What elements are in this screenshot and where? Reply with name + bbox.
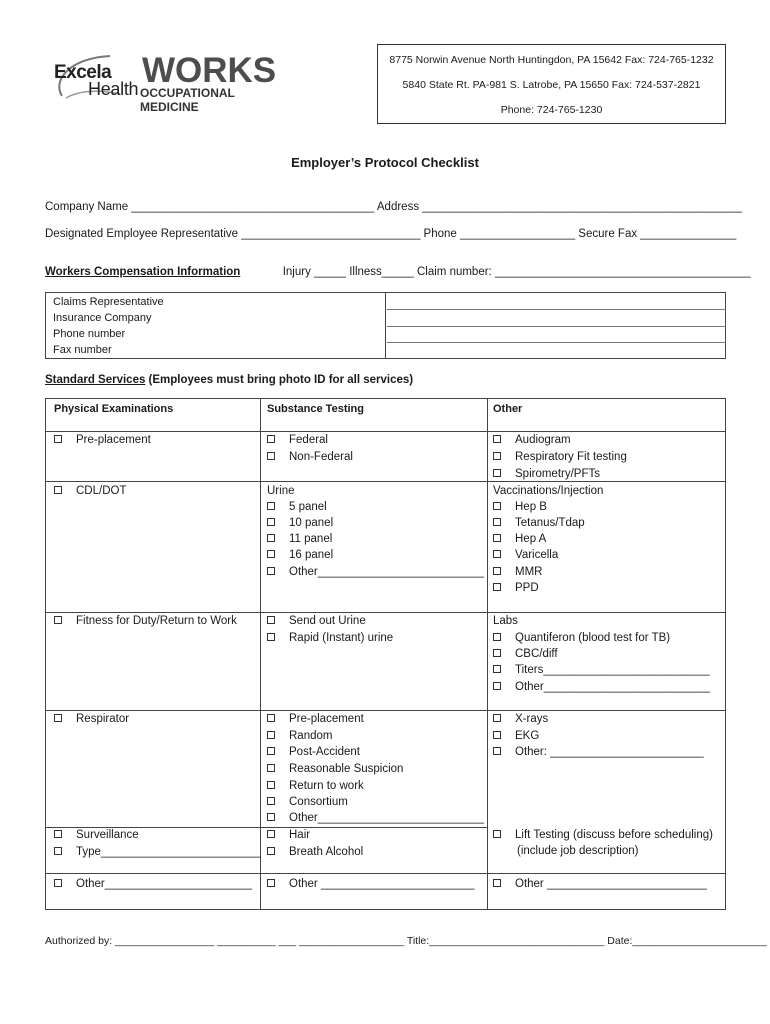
checkbox-reasonable-suspicion[interactable]: Reasonable Suspicion xyxy=(267,763,403,775)
vaccinations-label: Vaccinations/Injection xyxy=(493,485,604,497)
address-line-2: 5840 State Rt. PA-981 S. Latrobe, PA 15650 Fax: 724-537-2821 xyxy=(402,79,701,91)
checkbox-icon[interactable] xyxy=(493,665,501,673)
claims-divider xyxy=(387,309,726,310)
grid-row-divider xyxy=(46,827,488,828)
checkbox-icon[interactable] xyxy=(267,714,275,722)
services-grid xyxy=(45,398,726,910)
grid-row-divider xyxy=(46,612,725,613)
checkbox-16-panel[interactable]: 16 panel xyxy=(267,549,333,561)
checkbox-non-federal[interactable]: Non-Federal xyxy=(267,451,353,463)
checkbox-rapid-urine[interactable]: Rapid (Instant) urine xyxy=(267,632,393,644)
checkbox-quantiferon[interactable]: Quantiferon (blood test for TB) xyxy=(493,632,670,644)
checkbox-icon[interactable] xyxy=(493,879,501,887)
checkbox-titers[interactable]: Titers__________________________ xyxy=(493,664,710,676)
address-line-1: 8775 Norwin Avenue North Huntingdon, PA 15642 Fax: 724-765-1232 xyxy=(389,54,714,66)
company-address-row[interactable]: Company Name ______________________________________ Address __________________________________________________ xyxy=(45,201,743,213)
checkbox-tetanus[interactable]: Tetanus/Tdap xyxy=(493,517,585,529)
checkbox-substance-preplacement[interactable]: Pre-placement xyxy=(267,713,364,725)
checkbox-icon[interactable] xyxy=(54,830,62,838)
workers-comp-row xyxy=(45,266,751,278)
checkbox-ekg[interactable]: EKG xyxy=(493,730,539,742)
checkbox-icon[interactable] xyxy=(267,452,275,460)
checkbox-icon[interactable] xyxy=(267,435,275,443)
checkbox-icon[interactable] xyxy=(493,714,501,722)
checkbox-consortium[interactable]: Consortium xyxy=(267,796,348,808)
checkbox-icon[interactable] xyxy=(267,633,275,641)
logo-health-text: Health xyxy=(88,79,139,99)
checkbox-urine-other[interactable]: Other__________________________ xyxy=(267,566,484,578)
standard-services-label: Standard Services xyxy=(45,374,146,386)
claims-divider xyxy=(387,326,726,327)
checkbox-icon[interactable] xyxy=(493,452,501,460)
checkbox-federal[interactable]: Federal xyxy=(267,434,328,446)
claims-table xyxy=(45,292,726,359)
address-box xyxy=(377,44,726,124)
checkbox-spirometry[interactable]: Spirometry/PFTs xyxy=(493,468,600,480)
checkbox-icon[interactable] xyxy=(493,550,501,558)
checkbox-icon[interactable] xyxy=(267,567,275,575)
checkbox-ppd[interactable]: PPD xyxy=(493,582,539,594)
claims-label-column xyxy=(46,293,386,358)
checkbox-icon[interactable] xyxy=(493,534,501,542)
labs-label: Labs xyxy=(493,615,518,627)
checkbox-xrays[interactable]: X-rays xyxy=(493,713,548,725)
checkbox-mmr[interactable]: MMR xyxy=(493,566,542,578)
logo-works-text: WORKS xyxy=(142,51,277,90)
checkbox-substance-other-last[interactable]: Other ________________________ xyxy=(267,878,474,890)
workers-comp-label: Workers Compensation Information xyxy=(45,266,241,278)
checkbox-icon[interactable] xyxy=(267,764,275,772)
excela-health-works-logo xyxy=(50,50,277,114)
checkbox-icon[interactable] xyxy=(493,583,501,591)
header-other: Other xyxy=(493,403,523,415)
checkbox-icon[interactable] xyxy=(267,502,275,510)
address-phone: Phone: 724-765-1230 xyxy=(500,104,603,116)
document-title: Employer’s Protocol Checklist xyxy=(291,155,479,170)
checkbox-icon[interactable] xyxy=(54,435,62,443)
checkbox-icon[interactable] xyxy=(267,616,275,624)
checkbox-icon[interactable] xyxy=(493,567,501,575)
checkbox-return-to-work[interactable]: Return to work xyxy=(267,780,364,792)
checkbox-icon[interactable] xyxy=(267,797,275,805)
checkbox-hep-b[interactable]: Hep B xyxy=(493,501,547,513)
checkbox-icon[interactable] xyxy=(493,518,501,526)
checkbox-cbc-diff[interactable]: CBC/diff xyxy=(493,648,558,660)
checkbox-icon[interactable] xyxy=(267,550,275,558)
checkbox-preplacement[interactable]: Pre-placement xyxy=(54,434,151,446)
checkbox-icon[interactable] xyxy=(493,682,501,690)
standard-services-heading xyxy=(45,374,413,386)
checkbox-cdl-dot[interactable]: CDL/DOT xyxy=(54,485,126,497)
checkbox-surveillance-type[interactable]: Type_________________________ xyxy=(54,846,261,858)
grid-column-divider xyxy=(260,399,261,909)
logo-occupational-text: OCCUPATIONAL MEDICINE xyxy=(140,86,235,114)
checkbox-11-panel[interactable]: 11 panel xyxy=(267,533,332,545)
fax-number-label: Fax number xyxy=(53,344,112,356)
checkbox-icon[interactable] xyxy=(54,879,62,887)
checkbox-icon[interactable] xyxy=(493,633,501,641)
checkbox-hair[interactable]: Hair xyxy=(267,829,310,841)
checkbox-post-accident[interactable]: Post-Accident xyxy=(267,746,360,758)
checkbox-icon[interactable] xyxy=(493,747,501,755)
checkbox-icon[interactable] xyxy=(493,649,501,657)
checkbox-surveillance[interactable]: Surveillance xyxy=(54,829,139,841)
checkbox-lift-testing[interactable]: Lift Testing (discuss before scheduling) xyxy=(493,829,713,841)
checkbox-icon[interactable] xyxy=(267,781,275,789)
claims-divider xyxy=(387,342,726,343)
checkbox-icon[interactable] xyxy=(493,731,501,739)
header-physical-examinations: Physical Examinations xyxy=(54,403,174,415)
checkbox-respiratory-fit[interactable]: Respiratory Fit testing xyxy=(493,451,627,463)
grid-row-divider xyxy=(46,873,725,874)
phone-number-label: Phone number xyxy=(53,328,126,340)
checkbox-breath-alcohol[interactable]: Breath Alcohol xyxy=(267,846,363,858)
checkbox-labs-other[interactable]: Other__________________________ xyxy=(493,681,710,693)
logo-excela-text: Excela xyxy=(54,62,112,83)
header-substance-testing: Substance Testing xyxy=(267,403,364,415)
standard-services-note: (Employees must bring photo ID for all services) xyxy=(145,374,414,386)
claims-representative-label: Claims Representative xyxy=(53,296,164,308)
checkbox-icon[interactable] xyxy=(267,731,275,739)
checkbox-fitness-for-duty[interactable]: Fitness for Duty/Return to Work xyxy=(54,615,237,627)
checkbox-icon[interactable] xyxy=(493,830,501,838)
checkbox-random[interactable]: Random xyxy=(267,730,332,742)
checkbox-physical-other[interactable]: Other_______________________ xyxy=(54,878,252,890)
workers-comp-fields[interactable]: Injury _____ Illness_____ Claim number: ________________________________________ xyxy=(282,266,751,278)
checkbox-icon[interactable] xyxy=(267,830,275,838)
checkbox-varicella[interactable]: Varicella xyxy=(493,549,558,561)
insurance-company-label: Insurance Company xyxy=(53,312,152,324)
checkbox-icon[interactable] xyxy=(267,747,275,755)
urine-label: Urine xyxy=(267,485,295,497)
checkbox-icon[interactable] xyxy=(267,518,275,526)
checkbox-5-panel[interactable]: 5 panel xyxy=(267,501,327,513)
checkbox-hep-a[interactable]: Hep A xyxy=(493,533,546,545)
checkbox-icon[interactable] xyxy=(267,813,275,821)
checkbox-icon[interactable] xyxy=(267,879,275,887)
checkbox-icon[interactable] xyxy=(493,435,501,443)
checkbox-xray-other[interactable]: Other: ________________________ xyxy=(493,746,704,758)
checkbox-10-panel[interactable]: 10 panel xyxy=(267,517,333,529)
grid-column-divider xyxy=(487,399,488,909)
checkbox-icon[interactable] xyxy=(54,714,62,722)
checkbox-icon[interactable] xyxy=(267,847,275,855)
checkbox-icon[interactable] xyxy=(54,616,62,624)
authorization-row[interactable]: Authorized by: _________________ __________ ___ __________________ Title:______________________________ Date:_______________________ xyxy=(45,935,767,947)
checkbox-respirator[interactable]: Respirator xyxy=(54,713,129,725)
checkbox-audiogram[interactable]: Audiogram xyxy=(493,434,571,446)
checkbox-icon[interactable] xyxy=(54,486,62,494)
checkbox-icon[interactable] xyxy=(493,469,501,477)
lift-testing-note: (include job description) xyxy=(517,845,639,857)
grid-row-divider xyxy=(46,431,725,432)
checkbox-icon[interactable] xyxy=(267,534,275,542)
checkbox-send-out-urine[interactable]: Send out Urine xyxy=(267,615,366,627)
checkbox-icon[interactable] xyxy=(54,847,62,855)
checkbox-other-last[interactable]: Other _________________________ xyxy=(493,878,707,890)
checkbox-icon[interactable] xyxy=(493,502,501,510)
checkbox-substance-other[interactable]: Other__________________________ xyxy=(267,812,484,824)
grid-row-divider xyxy=(46,481,725,482)
grid-row-divider xyxy=(46,710,725,711)
representative-row[interactable]: Designated Employee Representative ____________________________ Phone __________________ Secure Fax _______________ xyxy=(45,228,737,240)
